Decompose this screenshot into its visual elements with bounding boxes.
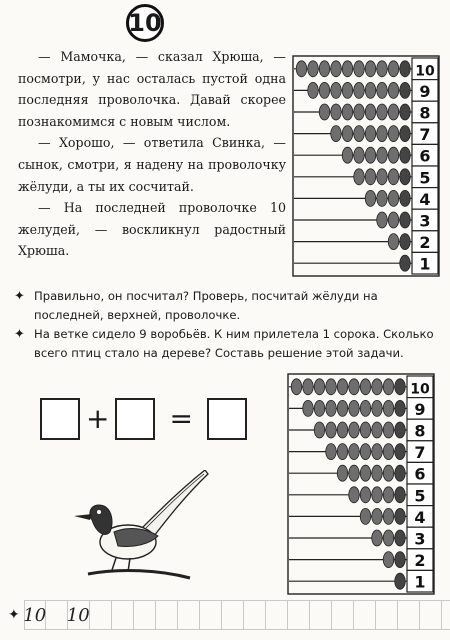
abacus-bead bbox=[372, 487, 383, 503]
abacus-row-label: 1 bbox=[414, 572, 426, 592]
writing-cell[interactable] bbox=[266, 600, 288, 630]
abacus-bead bbox=[331, 61, 342, 77]
writing-cell[interactable] bbox=[420, 600, 442, 630]
equals-sign: = bbox=[169, 402, 193, 435]
abacus-row-label: 3 bbox=[414, 529, 426, 549]
abacus-row-label: 1 bbox=[419, 254, 431, 274]
abacus-bead bbox=[400, 104, 411, 120]
abacus-bead bbox=[296, 61, 307, 77]
star-marker-icon: ✦ bbox=[14, 289, 25, 304]
abacus-bead bbox=[383, 465, 394, 481]
abacus-bead bbox=[360, 422, 371, 438]
abacus-bead bbox=[372, 444, 383, 460]
abacus-bead bbox=[383, 422, 394, 438]
task-birds-problem-text: На ветке сидело 9 воробьёв. К ним прилетела 1 сорока. Сколько всего птиц стало на дереве? Составь решение этой задачи. bbox=[34, 327, 434, 360]
plus-sign: + bbox=[86, 402, 110, 435]
abacus-bead bbox=[331, 82, 342, 98]
abacus-bead bbox=[314, 379, 325, 395]
task-birds-problem bbox=[14, 325, 444, 363]
story-paragraph-3: — На последней проволочке 10 желудей, — воскликнул радостный Хрюша. bbox=[18, 200, 286, 259]
abacus-bead bbox=[303, 379, 314, 395]
abacus-bead bbox=[342, 82, 353, 98]
abacus-row-label: 5 bbox=[414, 486, 426, 506]
abacus-bead bbox=[354, 82, 365, 98]
abacus-bead bbox=[337, 422, 348, 438]
abacus-bead bbox=[303, 400, 314, 416]
abacus-bead bbox=[337, 465, 348, 481]
abacus-bead bbox=[383, 530, 394, 546]
writing-cell[interactable] bbox=[90, 600, 112, 630]
abacus-bead bbox=[349, 465, 360, 481]
abacus-bead bbox=[319, 82, 330, 98]
abacus-bead bbox=[308, 82, 319, 98]
abacus-bead bbox=[360, 508, 371, 524]
abacus-bead bbox=[388, 190, 399, 206]
abacus-bead bbox=[337, 379, 348, 395]
abacus-row-label: 4 bbox=[419, 189, 431, 209]
abacus-bead bbox=[365, 169, 376, 185]
abacus-row-label: 8 bbox=[419, 103, 431, 123]
abacus-row-label: 10 bbox=[410, 381, 430, 398]
abacus-bead bbox=[365, 82, 376, 98]
abacus-bead bbox=[331, 126, 342, 142]
abacus-bead bbox=[349, 400, 360, 416]
abacus-bead bbox=[388, 234, 399, 250]
abacus-bead bbox=[400, 147, 411, 163]
abacus-bead bbox=[365, 190, 376, 206]
abacus-bead bbox=[354, 169, 365, 185]
abacus-bead bbox=[400, 126, 411, 142]
abacus-row-label: 9 bbox=[414, 399, 426, 419]
abacus-row-label: 3 bbox=[419, 211, 431, 231]
abacus-bead bbox=[308, 61, 319, 77]
abacus-bead bbox=[326, 379, 337, 395]
abacus-bead bbox=[372, 465, 383, 481]
abacus-bead bbox=[388, 104, 399, 120]
abacus-bead bbox=[400, 82, 411, 98]
abacus-bead bbox=[400, 212, 411, 228]
abacus-bead bbox=[395, 379, 406, 395]
abacus-bead bbox=[383, 508, 394, 524]
abacus-bottom bbox=[287, 372, 437, 598]
writing-cell[interactable]: 10 bbox=[68, 600, 90, 630]
writing-cell[interactable] bbox=[442, 600, 450, 630]
abacus-bead bbox=[377, 169, 388, 185]
abacus-bead bbox=[349, 444, 360, 460]
abacus-bead bbox=[388, 82, 399, 98]
abacus-bead bbox=[360, 400, 371, 416]
abacus-bead bbox=[337, 400, 348, 416]
answer-box-1[interactable] bbox=[40, 398, 80, 440]
writing-cell[interactable] bbox=[200, 600, 222, 630]
writing-cell[interactable] bbox=[332, 600, 354, 630]
abacus-row-label: 5 bbox=[419, 168, 431, 188]
abacus-bead bbox=[400, 234, 411, 250]
abacus-bead bbox=[395, 552, 406, 568]
star-marker-icon: ✦ bbox=[14, 327, 25, 342]
writing-cell[interactable] bbox=[244, 600, 266, 630]
abacus-bead bbox=[383, 552, 394, 568]
abacus-bead bbox=[400, 169, 411, 185]
abacus-bead bbox=[377, 126, 388, 142]
abacus-bead bbox=[395, 422, 406, 438]
writing-cells bbox=[24, 600, 450, 630]
abacus-bead bbox=[365, 104, 376, 120]
abacus-row-label: 9 bbox=[419, 81, 431, 101]
abacus-bead bbox=[383, 400, 394, 416]
footer-writing-row bbox=[8, 600, 450, 630]
writing-cell[interactable] bbox=[376, 600, 398, 630]
writing-cell[interactable] bbox=[46, 600, 68, 630]
abacus-bead bbox=[314, 400, 325, 416]
abacus-bead bbox=[349, 487, 360, 503]
answer-box-2[interactable] bbox=[115, 398, 155, 440]
star-marker-icon: ✦ bbox=[8, 607, 20, 623]
writing-cell[interactable] bbox=[178, 600, 200, 630]
abacus-bead bbox=[400, 61, 411, 77]
writing-cell[interactable] bbox=[222, 600, 244, 630]
abacus-bead bbox=[388, 212, 399, 228]
abacus-bead bbox=[319, 104, 330, 120]
abacus-bead bbox=[388, 61, 399, 77]
abacus-bead bbox=[360, 487, 371, 503]
abacus-bead bbox=[383, 379, 394, 395]
abacus-bead bbox=[383, 487, 394, 503]
abacus-row-label: 6 bbox=[419, 146, 431, 166]
abacus-bead bbox=[354, 147, 365, 163]
abacus-bead bbox=[388, 147, 399, 163]
task-check-count bbox=[14, 287, 446, 325]
abacus-bead bbox=[400, 190, 411, 206]
writing-cell[interactable] bbox=[354, 600, 376, 630]
abacus-bead bbox=[377, 104, 388, 120]
abacus-bead bbox=[337, 444, 348, 460]
abacus-bead bbox=[400, 255, 411, 271]
abacus-row-label: 6 bbox=[414, 464, 426, 484]
writing-cell[interactable] bbox=[112, 600, 134, 630]
abacus-bead bbox=[319, 61, 330, 77]
abacus-bead bbox=[349, 379, 360, 395]
abacus-bead bbox=[372, 422, 383, 438]
abacus-row-label: 10 bbox=[415, 63, 435, 80]
abacus-bead bbox=[388, 126, 399, 142]
abacus-bead bbox=[377, 190, 388, 206]
abacus-bead bbox=[326, 444, 337, 460]
abacus-bead bbox=[372, 400, 383, 416]
writing-cell[interactable] bbox=[288, 600, 310, 630]
abacus-bead bbox=[360, 444, 371, 460]
abacus-bead bbox=[395, 573, 406, 589]
abacus-bead bbox=[377, 82, 388, 98]
abacus-bead bbox=[377, 212, 388, 228]
abacus-bead bbox=[395, 530, 406, 546]
abacus-bead bbox=[360, 465, 371, 481]
equation-template bbox=[40, 398, 247, 440]
writing-cell[interactable] bbox=[134, 600, 156, 630]
abacus-row-label: 2 bbox=[414, 551, 426, 571]
page-number-badge: 10 bbox=[126, 4, 164, 42]
abacus-bead bbox=[372, 508, 383, 524]
abacus-bead bbox=[395, 465, 406, 481]
abacus-bead bbox=[326, 400, 337, 416]
abacus-bead bbox=[354, 104, 365, 120]
abacus-bead bbox=[365, 147, 376, 163]
abacus-bead bbox=[342, 104, 353, 120]
abacus-row-label: 4 bbox=[414, 507, 426, 527]
abacus-bead bbox=[291, 379, 302, 395]
abacus-bead bbox=[331, 104, 342, 120]
abacus-bead bbox=[395, 487, 406, 503]
abacus-bead bbox=[365, 61, 376, 77]
abacus-bead bbox=[395, 508, 406, 524]
story-paragraph-1: — Мамочка, — сказал Хрюша, — посмотри, у нас осталась пустой одна последняя проволочка. Давай скорее познакомимся с новым числом. bbox=[18, 49, 286, 129]
abacus-bead bbox=[377, 147, 388, 163]
abacus-row-label: 8 bbox=[414, 421, 426, 441]
abacus-bead bbox=[395, 400, 406, 416]
abacus-bead bbox=[349, 422, 360, 438]
story-paragraph-2: — Хорошо, — ответила Свинка, — сынок, смотри, я надену на проволочку жёлуди, а ты их сосчитай. bbox=[18, 135, 286, 194]
writing-cell[interactable]: 10 bbox=[24, 600, 46, 630]
abacus-bead bbox=[326, 422, 337, 438]
abacus-bead bbox=[342, 61, 353, 77]
abacus-bead bbox=[372, 530, 383, 546]
abacus-bead bbox=[354, 61, 365, 77]
abacus-bead bbox=[383, 444, 394, 460]
abacus-row-label: 2 bbox=[419, 233, 431, 253]
abacus-bead bbox=[360, 379, 371, 395]
answer-box-result[interactable] bbox=[207, 398, 247, 440]
writing-cell[interactable] bbox=[156, 600, 178, 630]
abacus-bead bbox=[314, 422, 325, 438]
abacus-bead bbox=[372, 379, 383, 395]
abacus-row-label: 7 bbox=[414, 443, 426, 463]
abacus-bead bbox=[377, 61, 388, 77]
task-check-count-text: Правильно, он посчитал? Проверь, посчитай жёлуди на последней, верхней, проволочке. bbox=[34, 289, 378, 322]
abacus-bead bbox=[354, 126, 365, 142]
abacus-bead bbox=[365, 126, 376, 142]
abacus-bead bbox=[388, 169, 399, 185]
abacus-row-label: 7 bbox=[419, 125, 431, 145]
abacus-bead bbox=[342, 147, 353, 163]
writing-cell[interactable] bbox=[310, 600, 332, 630]
abacus-top bbox=[292, 54, 442, 280]
story-text bbox=[18, 46, 286, 262]
writing-cell[interactable] bbox=[398, 600, 420, 630]
abacus-bead bbox=[395, 444, 406, 460]
magpie-illustration-icon bbox=[70, 470, 210, 585]
abacus-bead bbox=[342, 126, 353, 142]
